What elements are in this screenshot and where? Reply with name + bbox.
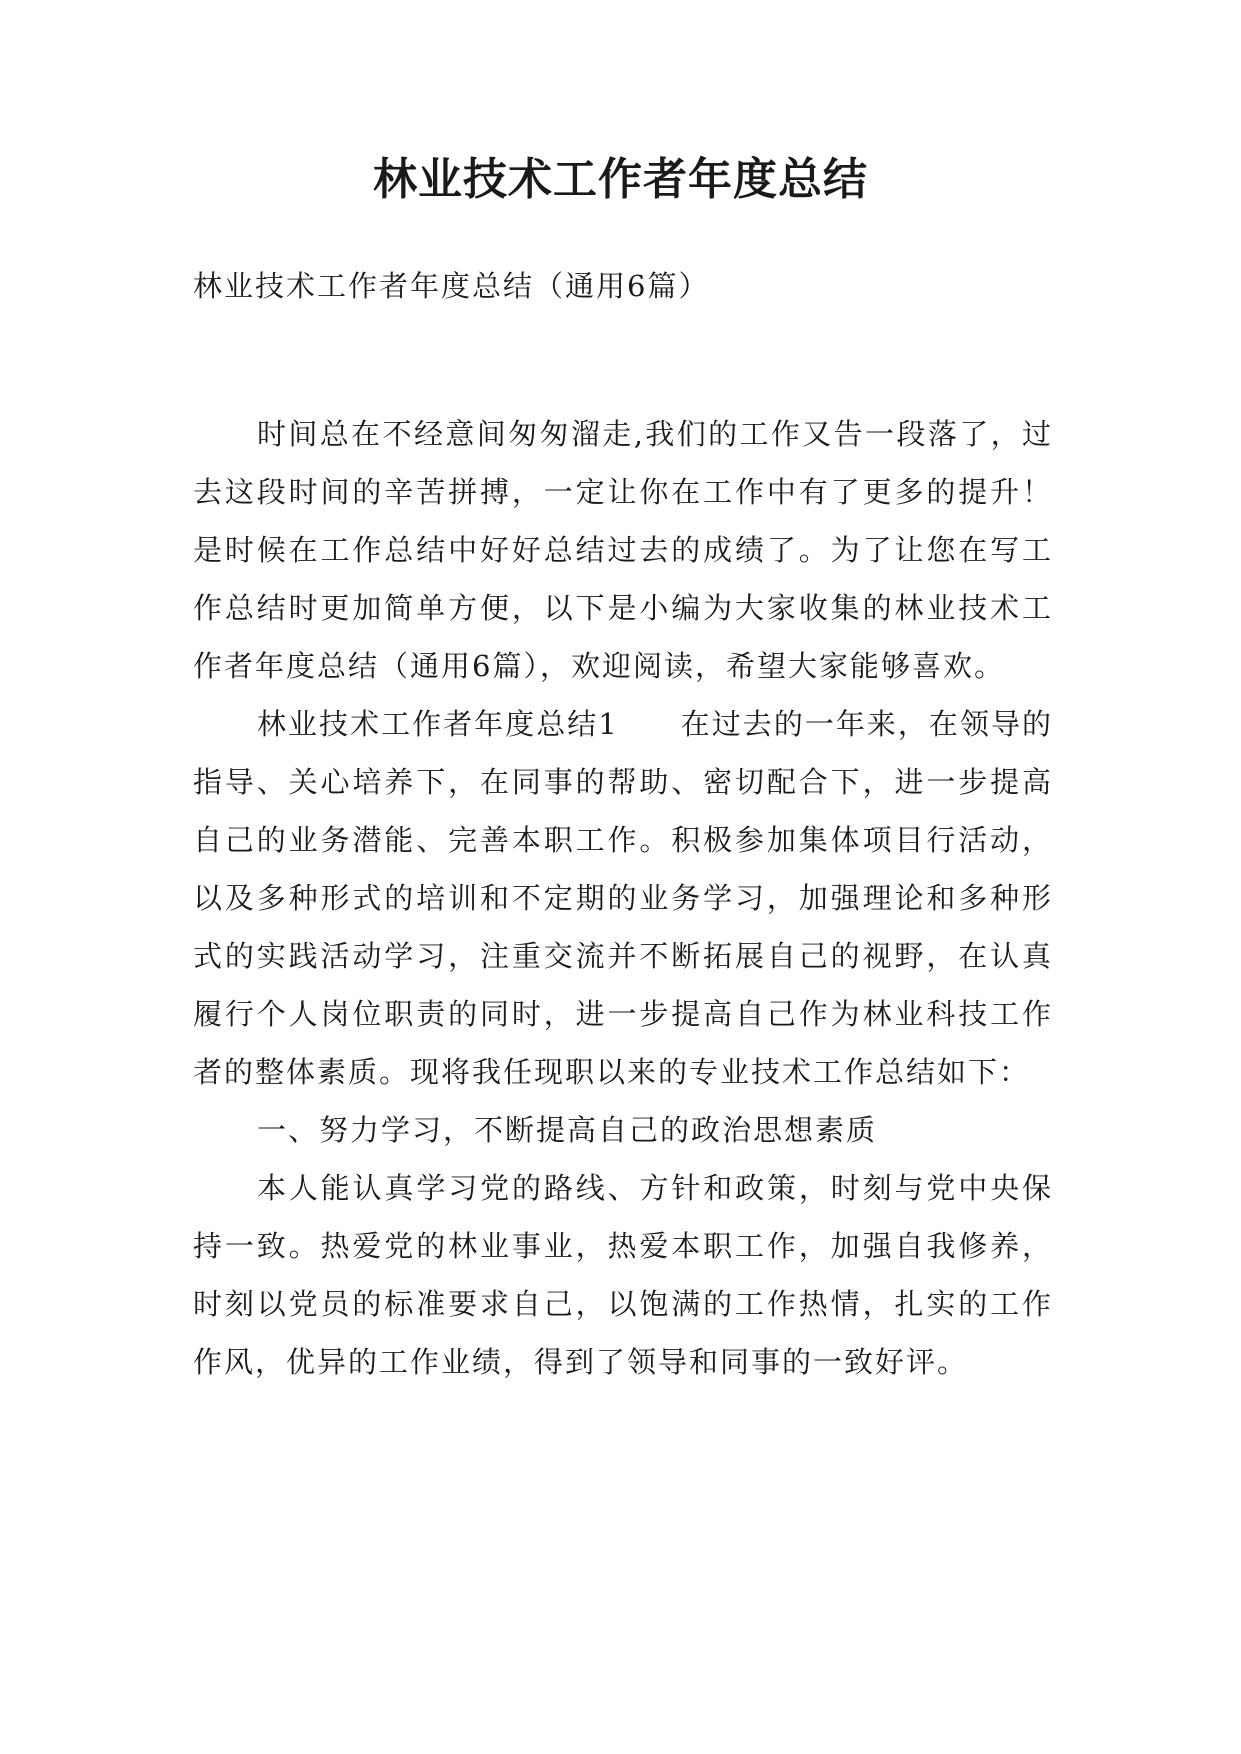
summary-1-paragraph: 林业技术工作者年度总结1 在过去的一年来，在领导的指导、关心培养下，在同事的帮助、密切配合下，进一步提高自己的业务潜能、完善本职工作。积极参加集体项目行活动，以及多种形式的培训和不定期的业务学习，加强理论和多种形式的实践活动学习，注重交流并不断拓展自己的视野，在认真履行个人岗位职责的同时，进一步提高自己作为林业科技工作者的整体素质。现将我任现职以来的专业技术工作总结如下： [193,707,1053,1089]
document-subtitle: 林业技术工作者年度总结（通用6篇） [193,269,710,303]
document-title: 林业技术工作者年度总结 [373,154,868,205]
section-heading-1: 一、努力学习，不断提高自己的政治思想素质 [257,1113,878,1147]
document-body [193,405,1053,1391]
intro-paragraph: 时间总在不经意间匆匆溜走,我们的工作又告一段落了，过去这段时间的辛苦拼搏，一定让你在工作中有了更多的提升！是时候在工作总结中好好总结过去的成绩了。为了让您在写工作总结时更加简单方便，以下是小编为大家收集的林业技术工作者年度总结（通用6篇），欢迎阅读，希望大家能够喜欢。 [193,417,1053,683]
section-1-paragraph: 本人能认真学习党的路线、方针和政策，时刻与党中央保持一致。热爱党的林业事业，热爱本职工作，加强自我修养，时刻以党员的标准要求自己，以饱满的工作热情，扎实的工作作风，优异的工作业绩，得到了领导和同事的一致好评。 [193,1171,1053,1379]
